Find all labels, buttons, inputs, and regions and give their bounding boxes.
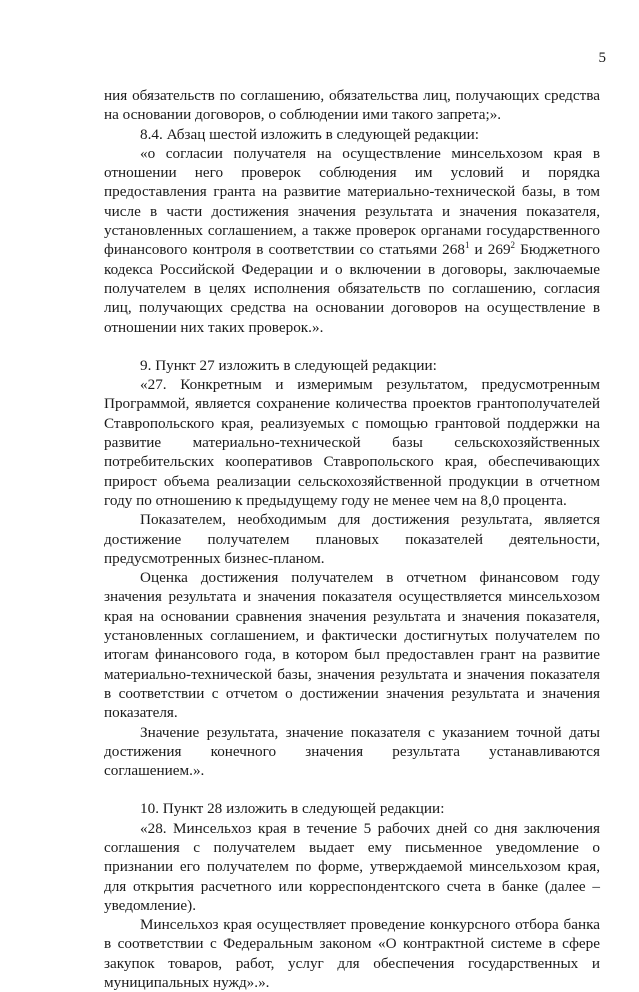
- superscript-1: 1: [464, 240, 470, 251]
- paragraph-28-text: «28. Минсельхоз края в течение 5 рабочих дней со дня заключения соглашения с получателем выдает ему письменное уведомление о признании его получателем по форме, утверждаемой минсельхозом края, для открытия расчетного или корреспондентского счета в банке (далее – уведомление).: [104, 819, 600, 914]
- paragraph-27-text: «27. Конкретным и измеримым результатом, предусмотренным Программой, является сохранение количества проектов грантополучателей Ставропольского края, реализуемых с помощью грантовой поддержки на развитие материально-технической базы сельскохозяйственных потребительских кооперативов Ставропольского края, обеспечивающих прирост объема реализации сельскохозяйственной продукции в отчетном году по отношению к предыдущему году не менее чем на 8,0 процента.: [104, 376, 600, 509]
- paragraph-continuation: ния обязательств по соглашению, обязательства лиц, получающих средства на основании договоров, о соблюдении ими такого запрета;».: [104, 87, 600, 124]
- page-number: 5: [598, 50, 606, 66]
- paragraph-8-4-text-mid: и 269: [469, 241, 511, 259]
- paragraph-27-indicator: Показателем, необходимым для достижения результата, является достижение получателем плановых показателей деятельности, предусмотренных бизнес-планом.: [104, 511, 600, 567]
- paragraph-8-4-text: [104, 144, 600, 337]
- paragraph-9-heading: 9. Пункт 27 изложить в следующей редакции:: [140, 356, 437, 374]
- paragraph-8-4-heading: 8.4. Абзац шестой изложить в следующей редакции:: [140, 125, 480, 143]
- paragraph-27-value: Значение результата, значение показателя с указанием точной даты достижения конечного значения результата устанавливаются соглашением.».: [104, 723, 600, 780]
- document-body: [104, 86, 600, 992]
- paragraph-28-selection: Минсельхоз края осуществляет проведение конкурсного отбора банка в соответствии с Федеральным законом «О контрактной системе в сфере закупок товаров, работ, услуг для обеспечения государственных и муниципальных нужд».».: [104, 916, 600, 992]
- superscript-2: 2: [510, 240, 516, 251]
- paragraph-10-heading: 10. Пункт 28 изложить в следующей редакции:: [140, 800, 445, 818]
- paragraph-27-assessment: Оценка достижения получателем в отчетном финансовом году значения результата и значения показателя осуществляется минсельхозом края на основании сравнения значения результата и значения показателя, установленных соглашением, и фактически достигнутых получателем по итогам финансового года, в котором был предоставлен грант на развитие материально-технической базы, значения результата и значения показателя в соответствии с отчетом о достижении значения результата и значения показателя.: [104, 569, 600, 722]
- paragraph-8-4-text-start: «о согласии получателя на осуществление минсельхозом края в отношении него проверок соблюдения им условий и порядка предоставления гранта на развитие материально-технической базы, в том числе в части достижения значения результата и значения показателя, установленных соглашением, а также проверок органами государственного финансового контроля в соответствии со статьями 268: [104, 144, 600, 259]
- paragraph-8-4-text-end: Бюджетного кодекса Российской Федерации и о включении в договоры, заключаемые получателем в целях исполнения обязательств по соглашению, согласия лиц, получающих средства на основании договоров на осуществление в отношении них таких проверок.».: [104, 241, 600, 336]
